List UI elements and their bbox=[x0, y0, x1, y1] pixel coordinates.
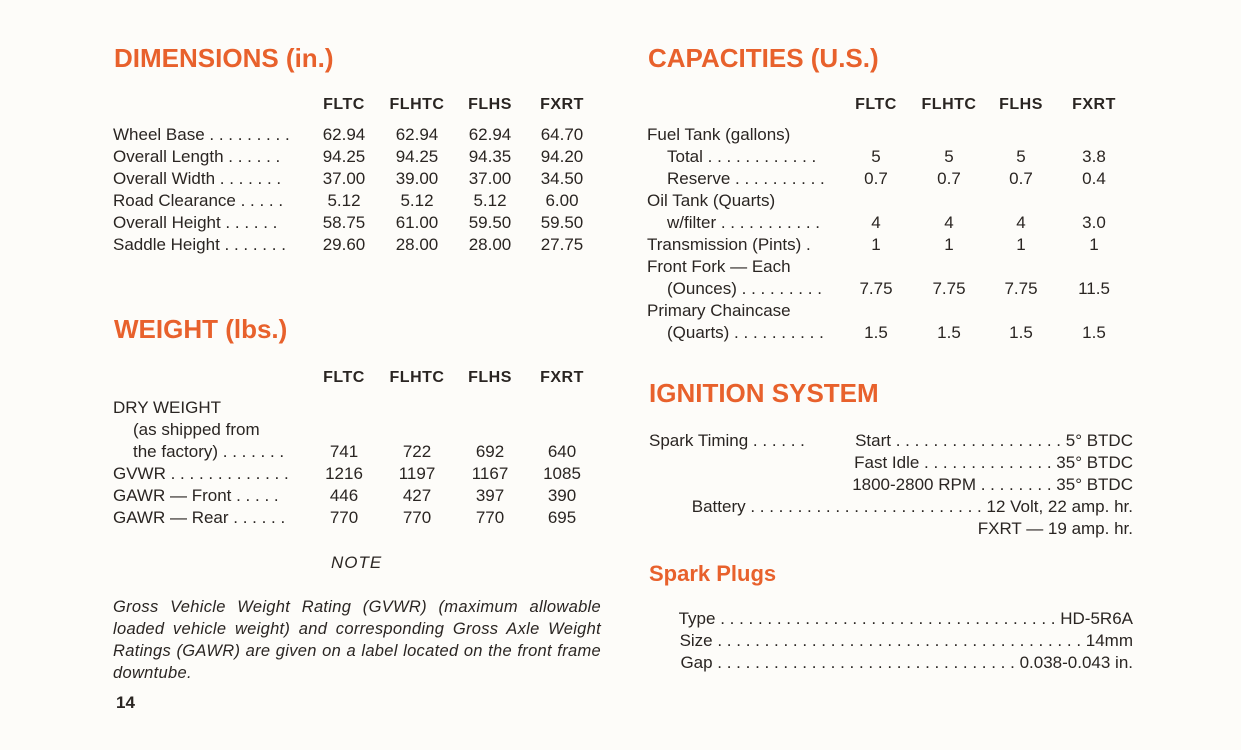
row-label: Wheel Base . . . . . . . . . bbox=[113, 125, 290, 144]
cell-value: 28.00 bbox=[468, 235, 512, 254]
column-header: FLTC bbox=[855, 96, 897, 113]
table-row bbox=[0, 279, 1241, 301]
row-label: Transmission (Pints) . bbox=[647, 235, 811, 254]
cell-value: 3.8 bbox=[1082, 147, 1106, 166]
row-label: Road Clearance . . . . . bbox=[113, 191, 284, 210]
cell-value: 1167 bbox=[471, 464, 509, 483]
table-row bbox=[0, 323, 1241, 345]
cell-value: 94.35 bbox=[468, 147, 512, 166]
table-row bbox=[0, 213, 1241, 235]
spark-timing-start: Start . . . . . . . . . . . . . . . . . . 5° BTDC bbox=[855, 431, 1133, 450]
spark-plug-size: Size . . . . . . . . . . . . . . . . . . . . . . . . . . . . . . . . . . . . . . . 14mm bbox=[679, 631, 1133, 650]
cell-value: 695 bbox=[547, 508, 577, 527]
column-header: FXRT bbox=[540, 96, 584, 113]
note-text: Gross Vehicle Weight Rating (GVWR) (maximum allowable loaded vehicle weight) and corresponding Gross Axle Weight Ratings (GAWR) are given on a label located on the front frame downtube. bbox=[113, 598, 601, 682]
row-label: GAWR — Front . . . . . bbox=[113, 486, 279, 505]
column-header: FXRT bbox=[540, 369, 584, 386]
cell-value: 1085 bbox=[543, 464, 581, 483]
table-row bbox=[0, 169, 1241, 191]
cell-value: 4 bbox=[1016, 213, 1026, 232]
cell-value: 7.75 bbox=[932, 279, 966, 298]
capacity-group-label bbox=[647, 191, 847, 213]
cell-value: 1216 bbox=[325, 464, 363, 483]
weight-column-headers bbox=[0, 369, 620, 391]
spark-timing-label: Spark Timing . . . . . . bbox=[649, 431, 805, 450]
cell-value: 62.94 bbox=[322, 125, 366, 144]
cell-value: 62.94 bbox=[468, 125, 512, 144]
cell-value: 0.7 bbox=[1009, 169, 1033, 188]
cell-value: 61.00 bbox=[395, 213, 439, 232]
column-header: FLHS bbox=[468, 96, 512, 113]
capacities-column-headers bbox=[0, 96, 1241, 118]
row-label: (Quarts) . . . . . . . . . . bbox=[667, 323, 824, 342]
cell-value: 1.5 bbox=[864, 323, 888, 342]
row-label: GVWR . . . . . . . . . . . . . bbox=[113, 464, 289, 483]
cell-value: 640 bbox=[547, 442, 577, 461]
cell-value: 4 bbox=[944, 213, 954, 232]
cell-value: 62.94 bbox=[395, 125, 439, 144]
row-label: Saddle Height . . . . . . . bbox=[113, 235, 286, 254]
cell-value: 427 bbox=[402, 486, 432, 505]
cell-value: 1 bbox=[871, 235, 881, 254]
cell-value: 1 bbox=[944, 235, 954, 254]
weight-group-label bbox=[113, 398, 333, 420]
capacity-group-label bbox=[647, 301, 847, 323]
cell-value: 37.00 bbox=[322, 169, 366, 188]
cell-value: 7.75 bbox=[859, 279, 893, 298]
cell-value: 770 bbox=[475, 508, 505, 527]
capacity-group-label bbox=[647, 125, 847, 147]
cell-value: 39.00 bbox=[395, 169, 439, 188]
table-row bbox=[0, 442, 620, 464]
cell-value: 397 bbox=[475, 486, 505, 505]
cell-value: 5.12 bbox=[327, 191, 361, 210]
oil-tank-label: Oil Tank (Quarts) bbox=[647, 191, 776, 210]
front-fork-label: Front Fork — Each bbox=[647, 257, 791, 276]
capacity-group-label bbox=[647, 257, 847, 279]
row-label: Reserve . . . . . . . . . . bbox=[667, 169, 825, 188]
dry-weight-sublabel: (as shipped from bbox=[133, 420, 260, 439]
cell-value: 5.12 bbox=[400, 191, 434, 210]
cell-value: 5 bbox=[1016, 147, 1026, 166]
cell-value: 0.7 bbox=[937, 169, 961, 188]
page-number: 14 bbox=[116, 693, 135, 712]
cell-value: 770 bbox=[402, 508, 432, 527]
table-row bbox=[0, 508, 620, 530]
cell-value: 5 bbox=[871, 147, 881, 166]
cell-value: 770 bbox=[329, 508, 359, 527]
ignition-heading: IGNITION SYSTEM bbox=[649, 378, 879, 408]
row-label: Overall Width . . . . . . . bbox=[113, 169, 282, 188]
cell-value: 4 bbox=[871, 213, 881, 232]
note-heading: NOTE bbox=[331, 553, 383, 572]
table-row bbox=[0, 125, 620, 147]
column-header: FLHTC bbox=[921, 96, 977, 113]
cell-value: 37.00 bbox=[468, 169, 512, 188]
dry-weight-label: DRY WEIGHT bbox=[113, 398, 221, 417]
table-row bbox=[0, 147, 1241, 169]
row-label: w/filter . . . . . . . . . . . bbox=[667, 213, 821, 232]
dimensions-heading: DIMENSIONS (in.) bbox=[114, 43, 334, 73]
cell-value: 3.0 bbox=[1082, 213, 1106, 232]
row-label: (Ounces) . . . . . . . . . bbox=[667, 279, 822, 298]
cell-value: 28.00 bbox=[395, 235, 439, 254]
cell-value: 1.5 bbox=[1082, 323, 1106, 342]
primary-chaincase-label: Primary Chaincase bbox=[647, 301, 791, 320]
cell-value: 27.75 bbox=[540, 235, 584, 254]
spark-plug-type: Type . . . . . . . . . . . . . . . . . . . . . . . . . . . . . . . . . . . . HD-5R6A bbox=[678, 609, 1133, 628]
capacities-heading: CAPACITIES (U.S.) bbox=[648, 43, 879, 73]
row-label: Overall Length . . . . . . bbox=[113, 147, 281, 166]
cell-value: 94.20 bbox=[540, 147, 584, 166]
cell-value: 741 bbox=[329, 442, 359, 461]
column-header: FLHTC bbox=[389, 369, 445, 386]
row-label: Overall Height . . . . . . bbox=[113, 213, 278, 232]
row-label: GAWR — Rear . . . . . . bbox=[113, 508, 286, 527]
fuel-tank-label: Fuel Tank (gallons) bbox=[647, 125, 791, 144]
cell-value: 722 bbox=[402, 442, 432, 461]
cell-value: 1197 bbox=[398, 464, 436, 483]
column-header: FLTC bbox=[323, 369, 365, 386]
cell-value: 0.7 bbox=[864, 169, 888, 188]
cell-value: 94.25 bbox=[395, 147, 439, 166]
column-header: FLHS bbox=[468, 369, 512, 386]
cell-value: 64.70 bbox=[540, 125, 584, 144]
column-header: FXRT bbox=[1072, 96, 1116, 113]
cell-value: 5.12 bbox=[473, 191, 507, 210]
cell-value: 0.4 bbox=[1082, 169, 1106, 188]
table-row bbox=[0, 464, 620, 486]
cell-value: 6.00 bbox=[545, 191, 579, 210]
column-header: FLHS bbox=[999, 96, 1043, 113]
cell-value: 446 bbox=[329, 486, 359, 505]
cell-value: 1.5 bbox=[1009, 323, 1033, 342]
cell-value: 11.5 bbox=[1078, 279, 1110, 298]
column-header: FLTC bbox=[323, 96, 365, 113]
battery-spec: Battery . . . . . . . . . . . . . . . . . . . . . . . . . 12 Volt, 22 amp. hr. bbox=[691, 497, 1133, 516]
table-row bbox=[0, 191, 620, 213]
spark-plugs-heading: Spark Plugs bbox=[649, 561, 777, 586]
cell-value: 34.50 bbox=[540, 169, 584, 188]
battery-fxrt-spec: FXRT — 19 amp. hr. bbox=[977, 519, 1133, 538]
cell-value: 59.50 bbox=[540, 213, 584, 232]
cell-value: 7.75 bbox=[1004, 279, 1038, 298]
cell-value: 692 bbox=[475, 442, 505, 461]
cell-value: 94.25 bbox=[322, 147, 366, 166]
cell-value: 58.75 bbox=[322, 213, 366, 232]
spark-plug-gap: Gap . . . . . . . . . . . . . . . . . . . . . . . . . . . . . . . . 0.038-0.043 in. bbox=[680, 653, 1133, 672]
weight-group-label bbox=[133, 420, 353, 442]
cell-value: 1 bbox=[1016, 235, 1026, 254]
cell-value: 59.50 bbox=[468, 213, 512, 232]
cell-value: 5 bbox=[944, 147, 954, 166]
cell-value: 390 bbox=[547, 486, 577, 505]
table-row bbox=[0, 486, 620, 508]
spark-timing-fast-idle: Fast Idle . . . . . . . . . . . . . . 35° BTDC bbox=[854, 453, 1133, 472]
cell-value: 29.60 bbox=[322, 235, 366, 254]
weight-heading: WEIGHT (lbs.) bbox=[114, 314, 288, 344]
row-label: Total . . . . . . . . . . . . bbox=[667, 147, 817, 166]
column-header: FLHTC bbox=[389, 96, 445, 113]
row-label: the factory) . . . . . . . bbox=[133, 442, 285, 461]
spark-timing-rpm: 1800-2800 RPM . . . . . . . . 35° BTDC bbox=[852, 475, 1133, 494]
cell-value: 1 bbox=[1089, 235, 1099, 254]
cell-value: 1.5 bbox=[937, 323, 961, 342]
table-row bbox=[0, 235, 1241, 257]
